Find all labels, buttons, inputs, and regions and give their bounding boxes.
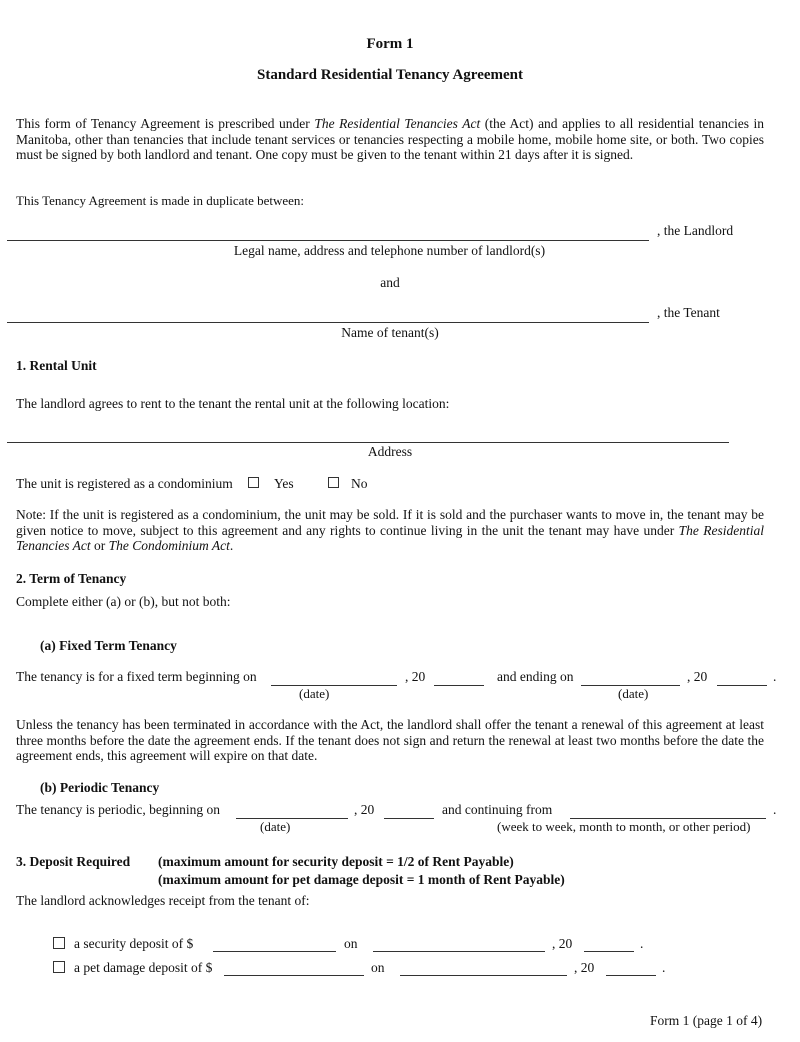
landlord-name-field[interactable] xyxy=(7,226,649,241)
address-field[interactable] xyxy=(7,428,729,443)
section1-heading: 1. Rental Unit xyxy=(16,358,97,373)
section2-heading: 2. Term of Tenancy xyxy=(16,571,127,586)
note-end: . xyxy=(229,538,234,553)
pet-on: on xyxy=(371,960,385,975)
fixed-start-year-field[interactable] xyxy=(434,671,484,686)
fixed-comma-20-2: , 20 xyxy=(687,669,708,684)
section1-intro: The landlord agrees to rent to the tenant the rental unit at the following location: xyxy=(16,396,450,411)
tenant-name-field[interactable] xyxy=(7,308,649,323)
condo-yes-checkbox[interactable] xyxy=(248,477,259,488)
and-text: and xyxy=(380,275,400,290)
periodic-period-field[interactable] xyxy=(570,804,766,819)
note-or: or xyxy=(90,538,109,553)
fixed-term-label: The tenancy is for a fixed term beginning on xyxy=(16,669,257,684)
note-act-2: The Condominium Act xyxy=(108,538,230,553)
intro-paragraph xyxy=(16,116,764,163)
fixed-ending-label: and ending on xyxy=(497,669,574,684)
landlord-suffix: , the Landlord xyxy=(657,223,734,238)
security-year-field[interactable] xyxy=(584,937,634,952)
note-text: Note: If the unit is registered as a condominium, the unit may be sold. If it is sold and the purchaser wants to move in, the tenant may be given notice to move, subject to this agreement and any rights to continue living in the unit the tenant may have under xyxy=(16,507,764,538)
periodic-period-caption: (week to week, month to month, or other period) xyxy=(497,819,751,834)
deposit-ack: The landlord acknowledges receipt from the tenant of: xyxy=(16,893,310,908)
page-title: Standard Residential Tenancy Agreement xyxy=(257,67,523,83)
periodic-date-caption: (date) xyxy=(260,819,291,834)
max-pet-note: (maximum amount for pet damage deposit = 1 month of Rent Payable) xyxy=(158,872,565,887)
section3-heading: 3. Deposit Required xyxy=(16,854,131,869)
fixed-term-heading: (a) Fixed Term Tenancy xyxy=(40,638,177,653)
security-period: . xyxy=(640,936,644,951)
made-between-text: This Tenancy Agreement is made in duplicate between: xyxy=(16,193,305,208)
pet-year-field[interactable] xyxy=(606,961,656,976)
page-footer: Form 1 (page 1 of 4) xyxy=(650,1013,763,1028)
form-number: Form 1 xyxy=(366,36,414,52)
condo-label: The unit is registered as a condominium xyxy=(16,476,233,491)
security-on: on xyxy=(344,936,358,951)
condo-yes-label: Yes xyxy=(274,476,294,491)
renewal-paragraph: Unless the tenancy has been terminated in accordance with the Act, the landlord shall offer the tenant a renewal of this agreement at least three months before the date the agreement ends. If the tenant does not sign and return the renewal at least two months before the date the agreement ends, this agreement will expire on that date. xyxy=(16,717,764,763)
condo-no-checkbox[interactable] xyxy=(328,477,339,488)
note-act-1: The Residential Tenancies Act xyxy=(16,522,764,553)
fixed-end-year-field[interactable] xyxy=(717,671,767,686)
fixed-end-date-caption: (date) xyxy=(618,686,649,701)
periodic-start-date-field[interactable] xyxy=(236,804,348,819)
security-amount-field[interactable] xyxy=(213,937,336,952)
max-security-note: (maximum amount for security deposit = 1/2 of Rent Payable) xyxy=(158,854,514,869)
intro-text-1: This form of Tenancy Agreement is prescribed under xyxy=(16,116,315,131)
condo-note xyxy=(16,507,764,554)
security-deposit-checkbox[interactable] xyxy=(53,937,65,949)
security-comma-20: , 20 xyxy=(552,936,573,951)
periodic-start-year-field[interactable] xyxy=(384,804,434,819)
pet-deposit-label: a pet damage deposit of $ xyxy=(74,960,213,975)
fixed-end-date-field[interactable] xyxy=(581,671,680,686)
periodic-heading: (b) Periodic Tenancy xyxy=(40,780,160,795)
pet-date-field[interactable] xyxy=(400,961,567,976)
pet-deposit-checkbox[interactable] xyxy=(53,961,65,973)
fixed-comma-20-1: , 20 xyxy=(405,669,426,684)
pet-comma-20: , 20 xyxy=(574,960,595,975)
condo-no-label: No xyxy=(351,476,368,491)
landlord-caption: Legal name, address and telephone number of landlord(s) xyxy=(233,243,546,258)
fixed-period: . xyxy=(773,669,777,684)
address-caption: Address xyxy=(367,444,413,459)
security-date-field[interactable] xyxy=(373,937,545,952)
periodic-comma-20: , 20 xyxy=(354,802,375,817)
periodic-period: . xyxy=(773,802,777,817)
section2-instruction: Complete either (a) or (b), but not both: xyxy=(16,594,231,609)
security-deposit-label: a security deposit of $ xyxy=(74,936,194,951)
periodic-continuing-label: and continuing from xyxy=(442,802,553,817)
pet-amount-field[interactable] xyxy=(224,961,364,976)
periodic-label: The tenancy is periodic, beginning on xyxy=(16,802,220,817)
fixed-start-date-field[interactable] xyxy=(271,671,397,686)
tenant-suffix: , the Tenant xyxy=(657,305,720,320)
intro-act-name: The Residential Tenancies Act xyxy=(314,116,481,131)
intro-text-2: (the Act) and applies to all residential tenancies in Manitoba, other than tenancies that include tenant services or tenancies respecting a mobile home, mobile home site, or both. Two copies must be signed by both landlord and tenant. One copy must be given to the tenant within 21 days after it is signed. xyxy=(16,116,765,162)
pet-period: . xyxy=(662,960,666,975)
tenant-caption: Name of tenant(s) xyxy=(341,325,439,340)
fixed-start-date-caption: (date) xyxy=(299,686,330,701)
